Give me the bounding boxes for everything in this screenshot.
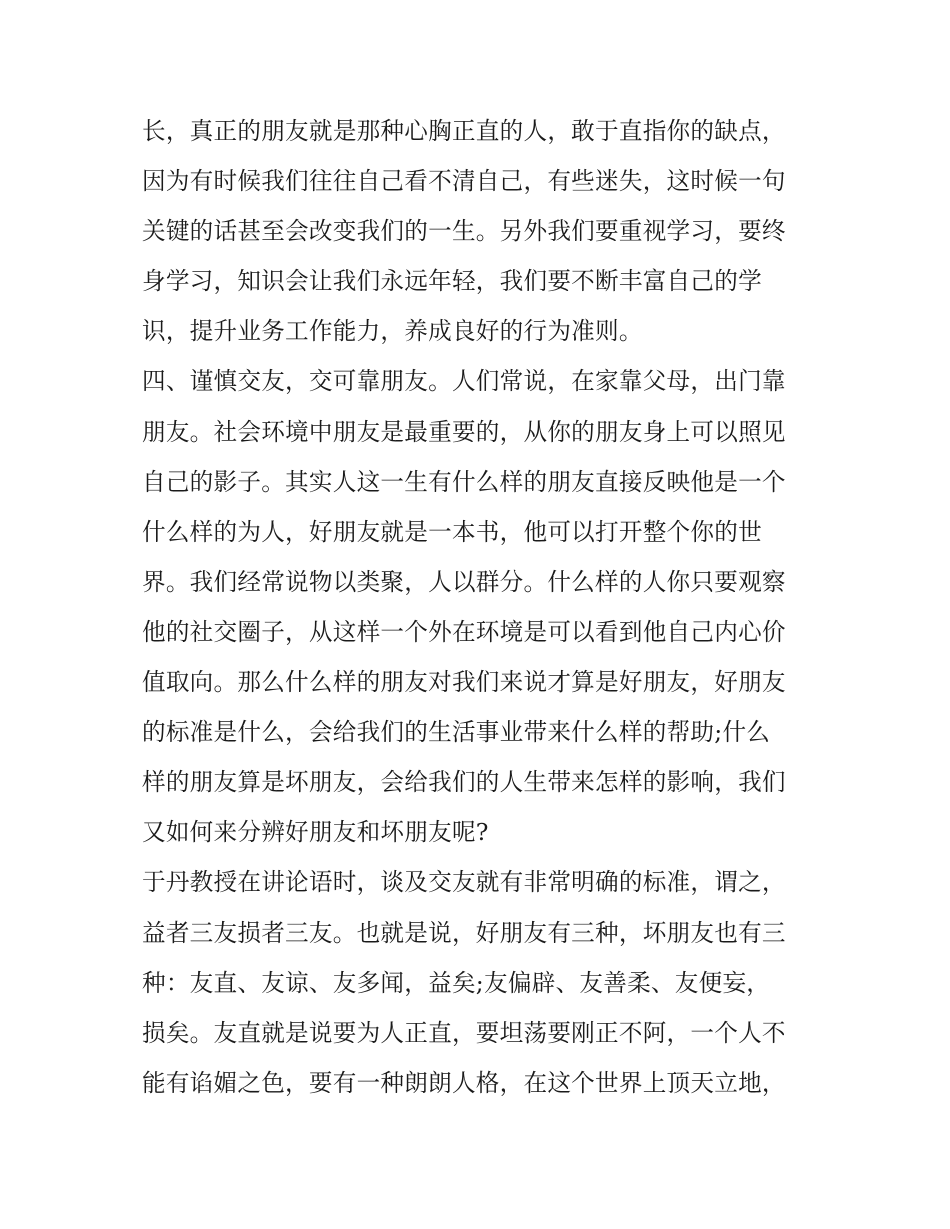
text-line: 长，真正的朋友就是那种心胸正直的人，敢于直指你的缺点， (142, 117, 786, 145)
text-line: 四、谨慎交友，交可靠朋友。人们常说，在家靠父母，出门靠 (142, 367, 786, 396)
text-line: 于丹教授在讲论语时，谈及交友就有非常明确的标准，谓之， (142, 868, 786, 897)
text-line: 损矣。友直就是说要为人正直，要坦荡要刚正不阿，一个人不 (142, 1018, 786, 1047)
text-line: 朋友。社会环境中朋友是最重要的，从你的朋友身上可以照见 (142, 417, 786, 446)
body-text (142, 106, 832, 1108)
text-line: 识，提升业务工作能力，养成良好的行为准则。 (142, 317, 643, 346)
text-line: 的标准是什么，会给我们的生活事业带来什么样的帮助;什么 (142, 718, 771, 747)
text-line: 界。我们经常说物以类聚，人以群分。什么样的人你只要观察 (142, 567, 786, 596)
text-line: 他的社交圈子，从这样一个外在环境是可以看到他自己内心价 (142, 617, 786, 646)
text-line: 什么样的为人，好朋友就是一本书，他可以打开整个你的世 (142, 517, 762, 546)
text-line: 样的朋友算是坏朋友，会给我们的人生带来怎样的影响，我们 (142, 768, 786, 797)
text-line: 又如何来分辨好朋友和坏朋友呢? (142, 818, 489, 847)
text-line: 因为有时候我们往往自己看不清自己，有些迷失，这时候一句 (142, 167, 786, 196)
text-line: 能有谄媚之色，要有一种朗朗人格，在这个世界上顶天立地， (142, 1068, 786, 1097)
text-line: 关键的话甚至会改变我们的一生。另外我们要重视学习，要终 (142, 217, 786, 246)
text-line: 值取向。那么什么样的朋友对我们来说才算是好朋友，好朋友 (142, 668, 786, 697)
text-line: 身学习，知识会让我们永远年轻，我们要不断丰富自己的学 (142, 267, 762, 296)
text-line: 种：友直、友谅、友多闻，益矣;友偏辟、友善柔、友便妄， (142, 968, 771, 997)
text-line: 益者三友损者三友。也就是说，好朋友有三种，坏朋友也有三 (142, 918, 786, 947)
text-line: 自己的影子。其实人这一生有什么样的朋友直接反映他是一个 (142, 467, 786, 496)
